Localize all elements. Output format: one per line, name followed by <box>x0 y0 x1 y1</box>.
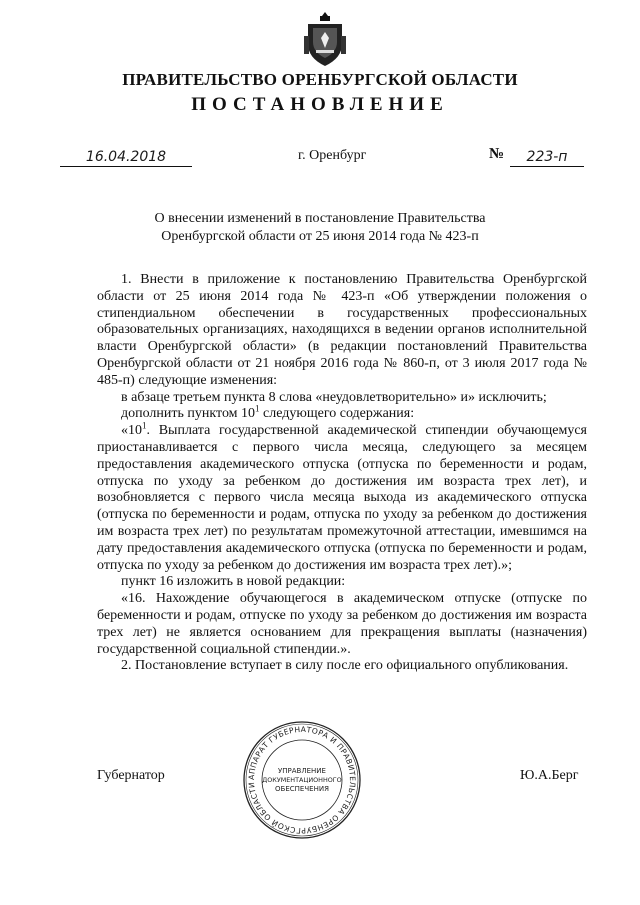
title-line-1: О внесении изменений в постановление Правительства <box>154 211 486 226</box>
document-number: 223-п <box>510 148 584 167</box>
document-title <box>0 210 640 246</box>
paragraph-4 <box>97 420 587 574</box>
document-body <box>97 272 587 675</box>
title-line-2: Оренбургской области от 25 июня 2014 года № 423-п <box>161 229 479 244</box>
coat-of-arms-icon <box>304 10 346 68</box>
paragraph-3-pre: дополнить пунктом 10 <box>121 406 256 422</box>
paragraph-4-post: . Выплата государственной академической стипендии обучающемуся приостанавливается с первого числа месяца, следующего за месяцем предоставления академического отпуска (отпуска по беременности и родам, отпуска по уходу за ребенком до достижения им возраста трех лет), и возобновляется с первого числа месяца выхода из академического отпуска (отпуска по беременности и родам, отпуска по уходу за ребенком до достижения им возраста трех лет) по результатам промежуточной аттестации, имевшимся на дату предоставления академического отпуска (отпуска по беременности и родам, отпуска по уходу за ребенком до достижения им возраста трех лет).»; <box>97 423 587 573</box>
seal-ring-text: АППАРАТ ГУБЕРНАТОРА И ПРАВИТЕЛЬСТВА ОРЕНБУРГСКОЙ ОБЛАСТИ <box>246 724 358 836</box>
document-date: 16.04.2018 <box>60 148 192 167</box>
paragraph-1: 1. Внести в приложение к постановлению Правительства Оренбургской области от 25 июня 2014 года № 423-п «Об утверждении положения о стипендиальном обеспечении в государственных профессиональных образовательных организациях, находящихся в ведении органов исполнительной власти Оренбургской области» (в редакции постановлений Правительства Оренбургской области от 21 ноября 2016 года № 860-п, от 3 июля 2017 года № 485-п) следующие изменения: <box>97 272 587 388</box>
official-seal-stamp <box>240 718 364 842</box>
paragraph-4-sup: 1 <box>142 420 147 431</box>
paragraph-3-sup: 1 <box>255 403 260 414</box>
paragraph-5: пункт 16 изложить в новой редакции: <box>121 574 346 590</box>
government-name: ПРАВИТЕЛЬСТВО ОРЕНБУРГСКОЙ ОБЛАСТИ <box>122 70 518 89</box>
document-city: г. Оренбург <box>298 148 367 163</box>
document-type: ПОСТАНОВЛЕНИЕ <box>191 94 449 115</box>
seal-center-line-3: ОБЕСПЕЧЕНИЯ <box>275 785 329 793</box>
seal-center-line-1: УПРАВЛЕНИЕ <box>278 767 326 775</box>
paragraph-3 <box>97 403 587 423</box>
number-label: № <box>489 146 505 162</box>
paragraph-7: 2. Постановление вступает в силу после его официального опубликования. <box>121 658 569 674</box>
paragraph-6: «16. Нахождение обучающегося в академическом отпуске (отпуске по беременности и родам, отпуске по уходу за ребенком до достижения им возраста трех лет) не является основанием для прекращения выплаты (назначения) государственной социальной стипендии.». <box>97 591 587 657</box>
signatory-name: Ю.А.Берг <box>520 768 579 783</box>
seal-center-line-2: ДОКУМЕНТАЦИОННОГО <box>262 776 342 784</box>
paragraph-4-pre: «10 <box>121 423 142 439</box>
paragraph-3-post: следующего содержания: <box>259 406 415 422</box>
signatory-position: Губернатор <box>97 768 165 783</box>
paragraph-2: в абзаце третьем пункта 8 слова «неудовлетворительно» и» исключить; <box>121 389 547 405</box>
